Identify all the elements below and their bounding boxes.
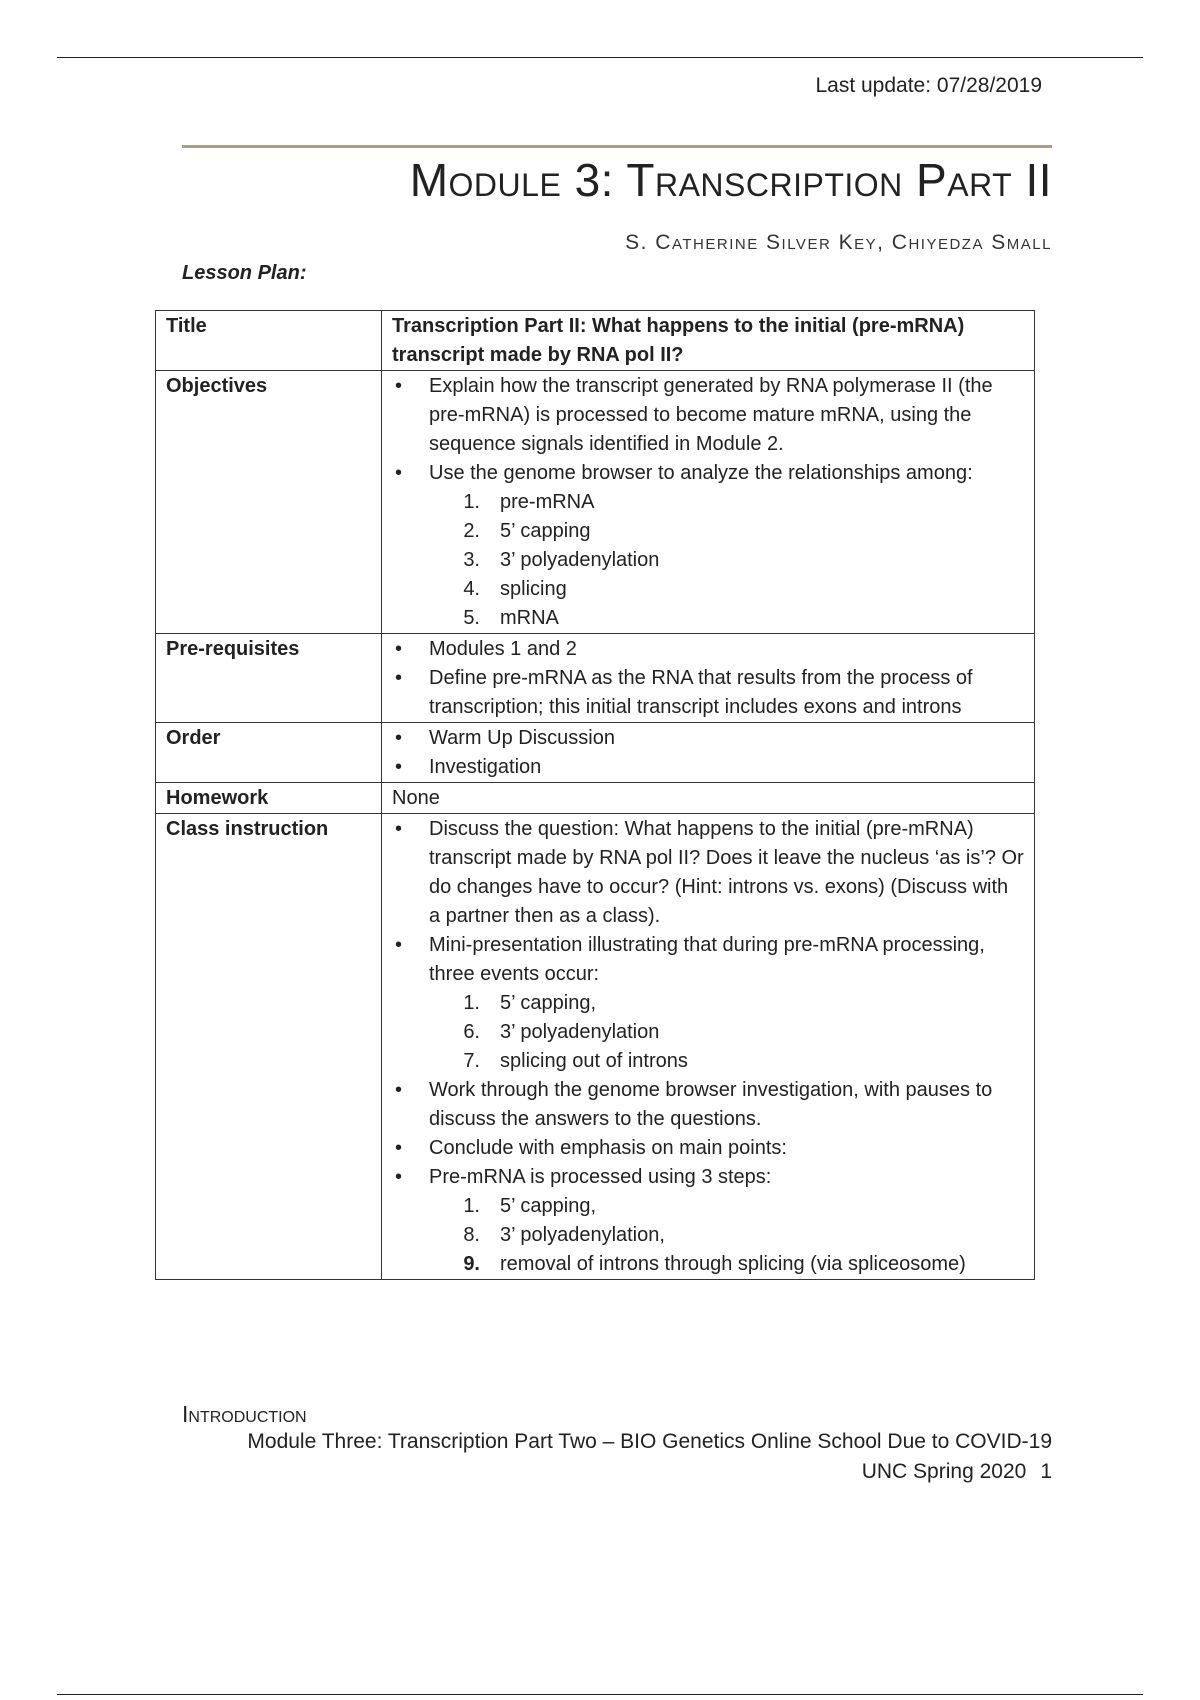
footer-course-title: Module Three: Transcription Part Two – BIO Genetics Online School Due to COVID-19 bbox=[247, 1430, 1052, 1453]
bullet-item: • Conclude with emphasis on main points: bbox=[392, 1134, 1024, 1163]
bullet-item: • Warm Up Discussion bbox=[392, 724, 1024, 753]
bullet-icon: • bbox=[395, 667, 403, 689]
numbered-item: 8. 3’ polyadenylation, bbox=[463, 1224, 665, 1246]
page-number: 1 bbox=[1040, 1460, 1052, 1483]
bullet-icon: • bbox=[395, 1166, 403, 1188]
top-rule bbox=[57, 57, 1143, 58]
homework-value: None bbox=[382, 783, 1035, 814]
numbered-item: 7. splicing out of introns bbox=[463, 1050, 688, 1072]
bullet-icon: • bbox=[395, 1079, 403, 1101]
bullet-item: • Modules 1 and 2 bbox=[392, 635, 1024, 664]
title-value: Transcription Part II: What happens to the initial (pre-mRNA) transcript made by RNA pol II? bbox=[382, 311, 1035, 371]
numbered-item: 1. pre-mRNA bbox=[463, 491, 595, 513]
bullet-icon: • bbox=[395, 818, 403, 840]
bullet-icon: • bbox=[395, 375, 403, 397]
numbered-item: 6. 3’ polyadenylation bbox=[463, 1021, 660, 1043]
numbered-item: 4. splicing bbox=[463, 578, 567, 600]
numbered-item: 5. mRNA bbox=[463, 607, 559, 629]
row-label: Title bbox=[156, 311, 382, 371]
bullet-icon: • bbox=[395, 1137, 403, 1159]
bullet-item: • Mini-presentation illustrating that during pre-mRNA processing, three events occur: bbox=[392, 931, 1024, 989]
row-prerequisites bbox=[156, 634, 1035, 723]
numbered-item: 3. 3’ polyadenylation bbox=[463, 549, 660, 571]
bullet-item: • Discuss the question: What happens to the initial (pre-mRNA) transcript made by RNA pol II? Does it leave the nucleus ‘as is’? Or do changes have to occur? (Hint: introns vs. exons) (Discuss with a partner then as a class). bbox=[392, 815, 1024, 931]
class-instruction-content bbox=[382, 814, 1035, 1280]
numbered-item: 1. 5’ capping, bbox=[463, 992, 596, 1014]
bullet-icon: • bbox=[395, 462, 403, 484]
authors: S. Catherine Silver Key, Chiyedza Small bbox=[625, 231, 1052, 254]
row-order bbox=[156, 723, 1035, 783]
title-rule bbox=[182, 145, 1052, 148]
bullet-item: • Explain how the transcript generated by RNA polymerase II (the pre-mRNA) is processed to become mature mRNA, using the sequence signals identified in Module 2. bbox=[392, 372, 1024, 459]
section-heading-introduction: Introduction bbox=[182, 1401, 307, 1427]
lesson-plan-label: Lesson Plan: bbox=[182, 262, 307, 284]
bullet-icon: • bbox=[395, 934, 403, 956]
bottom-rule bbox=[57, 1694, 1143, 1695]
bullet-item: • Work through the genome browser investigation, with pauses to discuss the answers to the questions. bbox=[392, 1076, 1024, 1134]
prerequisites-content bbox=[382, 634, 1035, 723]
bullet-item: • Use the genome browser to analyze the relationships among: bbox=[392, 459, 1024, 488]
bullet-item: • Investigation bbox=[392, 753, 1024, 782]
lesson-plan-table bbox=[155, 310, 1035, 1280]
row-label: Class instruction bbox=[156, 814, 382, 1280]
footer-term bbox=[862, 1460, 1052, 1484]
page-title: Module 3: Transcription Part II bbox=[409, 154, 1052, 206]
numbered-item: 2. 5’ capping bbox=[463, 520, 591, 542]
row-label: Homework bbox=[156, 783, 382, 814]
bullet-icon: • bbox=[395, 638, 403, 660]
bullet-item: • Define pre-mRNA as the RNA that results from the process of transcription; this initial transcript includes exons and introns bbox=[392, 664, 1024, 722]
order-content bbox=[382, 723, 1035, 783]
row-label: Order bbox=[156, 723, 382, 783]
bullet-icon: • bbox=[395, 727, 403, 749]
row-label: Objectives bbox=[156, 371, 382, 634]
bullet-item: • Pre-mRNA is processed using 3 steps: bbox=[392, 1163, 1024, 1192]
objectives-content bbox=[382, 371, 1035, 634]
row-objectives bbox=[156, 371, 1035, 634]
row-class-instruction bbox=[156, 814, 1035, 1280]
row-homework bbox=[156, 783, 1035, 814]
numbered-item: 1. 5’ capping, bbox=[463, 1195, 596, 1217]
numbered-item: 9. removal of introns through splicing (via spliceosome) bbox=[463, 1253, 966, 1275]
footer-term-text: UNC Spring 2020 bbox=[861, 1460, 1027, 1483]
bullet-icon: • bbox=[395, 756, 403, 778]
last-update: Last update: 07/28/2019 bbox=[815, 74, 1042, 97]
row-label: Pre-requisites bbox=[156, 634, 382, 723]
row-title bbox=[156, 311, 1035, 371]
